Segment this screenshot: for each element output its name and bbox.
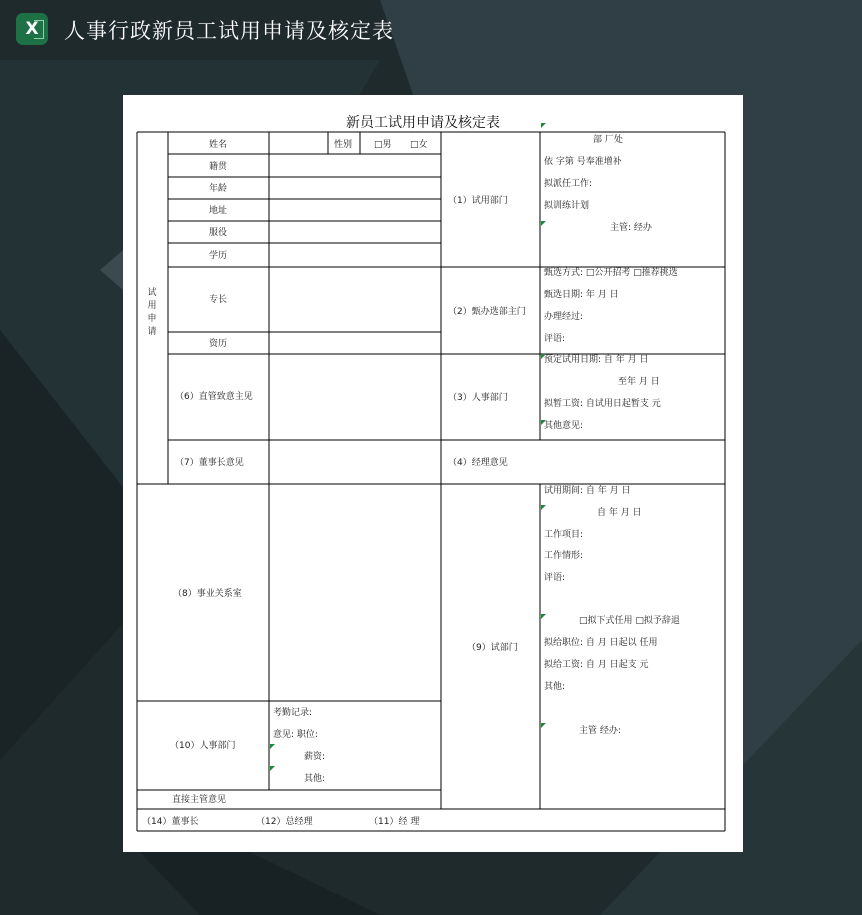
dept2-line1: 甄选方式: □公开招考 □推荐挑选 xyxy=(544,268,678,278)
form-title: 新员工试用申请及核定表 xyxy=(346,115,500,131)
hr10-line3: 薪资: xyxy=(304,752,326,762)
cell-comment-marker xyxy=(541,505,546,510)
dept2-line4: 评语: xyxy=(544,334,566,344)
side-label-trial-apply: 试 用 申 请 xyxy=(147,288,157,337)
label-selection-dept: （2）甄办选部主门 xyxy=(448,307,526,317)
label-name: 姓名 xyxy=(209,140,228,150)
cell-comment-marker xyxy=(541,614,546,619)
cell-comment-marker xyxy=(541,354,546,359)
footer-chairman: （14）董事长 xyxy=(142,817,199,827)
trial9-line4: 工作情形: xyxy=(544,551,584,561)
label-manager-opinion: （4）经理意见 xyxy=(448,458,508,468)
label-specialty: 专长 xyxy=(209,295,228,305)
dept1-line3: 拟派任工作: xyxy=(544,179,593,189)
cell-comment-marker xyxy=(541,123,546,128)
trial9-line8: 拟给工资: 自 月 日起支 元 xyxy=(544,660,649,670)
label-trial-dept: （1）试用部门 xyxy=(448,196,508,206)
dept3-line4: 其他意见: xyxy=(544,421,584,431)
label-native: 籍贯 xyxy=(209,162,228,172)
dept1-line2: 依 字第 号奉准增补 xyxy=(544,157,622,167)
dept1-line4: 拟训练计划 xyxy=(544,201,590,211)
label-age: 年龄 xyxy=(209,184,228,194)
trial9-line9: 其他: xyxy=(544,682,566,692)
dept3-line2: 至年 月 日 xyxy=(618,377,660,387)
dept2-line2: 甄选日期: 年 月 日 xyxy=(544,290,619,300)
title-bar xyxy=(0,0,862,60)
checkbox-female[interactable]: □女 xyxy=(410,140,428,150)
cell-comment-marker xyxy=(270,744,275,749)
dept3-line3: 拟暂工资: 自试用日起暂支 元 xyxy=(544,399,661,409)
form-sheet xyxy=(123,95,743,852)
label-experience: 资历 xyxy=(209,339,228,349)
dept1-line1: 部 厂处 xyxy=(593,135,623,145)
footer-general-manager: （12）总经理 xyxy=(256,817,313,827)
footer-manager: （11）经 理 xyxy=(369,817,420,827)
trial9-line5: 评语: xyxy=(544,573,566,583)
document-title: 人事行政新员工试用申请及核定表 xyxy=(64,19,394,43)
label-service: 服役 xyxy=(209,228,228,238)
label-hr-dept: （3）人事部门 xyxy=(448,393,508,403)
trial9-line7: 拟给职位: 自 月 日起以 任用 xyxy=(544,638,658,648)
label-business-relations: （8）事业关系室 xyxy=(173,589,242,599)
label-chairman-opinion: （7）董事长意见 xyxy=(175,458,244,468)
hr10-line4: 其他: xyxy=(304,774,326,784)
cell-comment-marker xyxy=(270,766,275,771)
cell-comment-marker xyxy=(541,420,546,425)
trial9-line6[interactable]: □拟下式任用 □拟予辞退 xyxy=(579,616,680,626)
label-education: 学历 xyxy=(209,251,228,261)
label-gender: 性别 xyxy=(334,140,353,150)
trial9-line1: 试用期间: 自 年 月 日 xyxy=(544,486,631,496)
trial9-line3: 工作项目: xyxy=(544,530,584,540)
label-hr-dept-10: （10）人事部门 xyxy=(170,741,236,751)
cell-comment-marker xyxy=(541,723,546,728)
excel-icon[interactable]: X xyxy=(16,13,48,45)
label-trial-dept-eval: （9）试部门 xyxy=(467,643,518,653)
dept1-line5: 主管: 经办 xyxy=(610,223,652,233)
cell-comment-marker xyxy=(541,221,546,226)
trial9-line10: 主管 经办: xyxy=(579,726,621,736)
hr10-line1: 考勤记录: xyxy=(273,708,313,718)
checkbox-male[interactable]: □男 xyxy=(374,140,392,150)
trial9-line2: 自 年 月 日 xyxy=(597,508,642,518)
label-supervisor-opinion: （6）直管致意主见 xyxy=(175,392,253,402)
dept3-line1: 预定试用日期: 自 年 月 日 xyxy=(544,355,649,365)
dept2-line3: 办理经过: xyxy=(544,312,584,322)
label-direct-supervisor: 直接主管意见 xyxy=(172,795,227,805)
hr10-line2: 意见: 职位: xyxy=(273,730,318,740)
label-address: 地址 xyxy=(209,206,228,216)
